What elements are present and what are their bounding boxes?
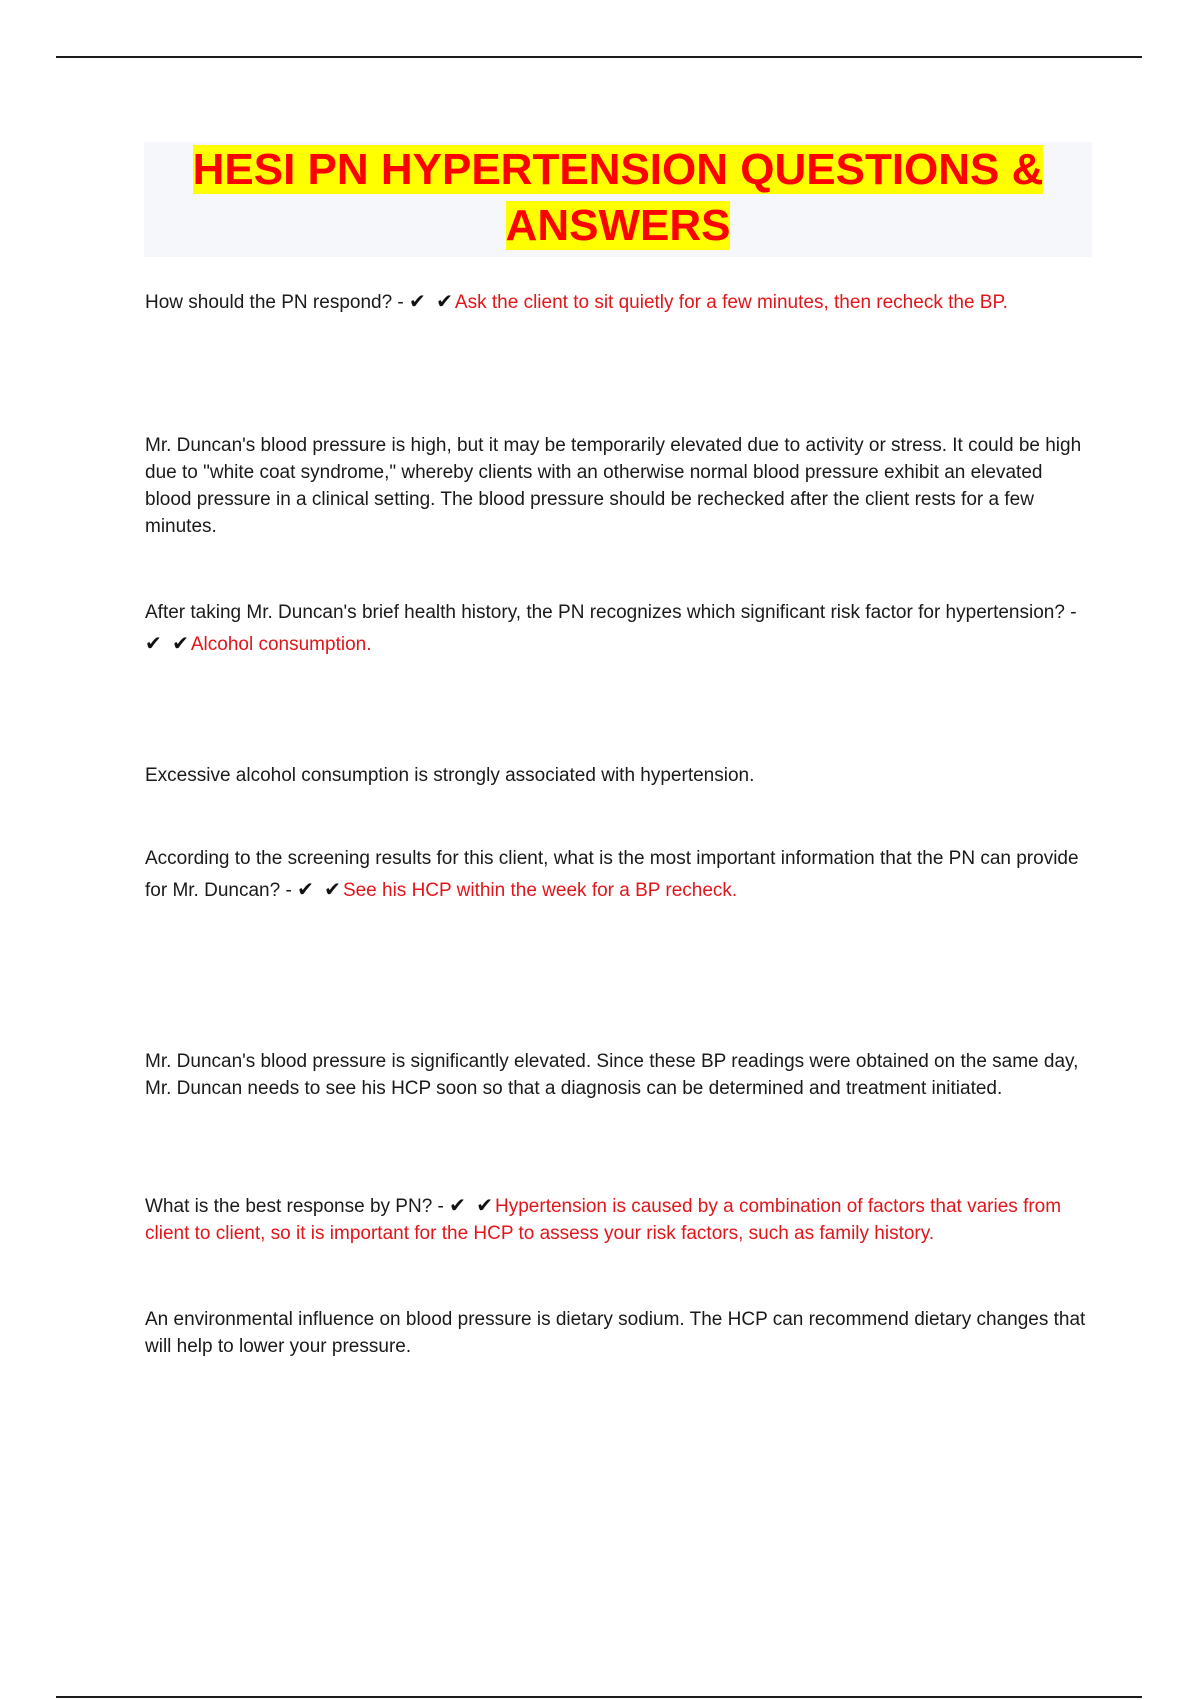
explanation-4: An environmental influence on blood pressure is dietary sodium. The HCP can recommend dietary changes that will help to lower your pressure.	[145, 1309, 1086, 1357]
title-line-1: HESI PN HYPERTENSION QUESTIONS &	[192, 145, 1044, 194]
bottom-rule	[56, 1696, 1142, 1698]
explanation-3: Mr. Duncan's blood pressure is significantly elevated. Since these BP readings were obtained on the same day, Mr. Duncan needs to see his HCP soon so that a diagnosis can be determined and treatment initiated.	[145, 1051, 1079, 1099]
answer-text: Ask the client to sit quietly for a few minutes, then recheck the BP.	[454, 292, 1008, 313]
question-text: What is the best response by PN? -	[145, 1196, 450, 1217]
explanation-1: Mr. Duncan's blood pressure is high, but it may be temporarily elevated due to activity or stress. It could be high due to "white coat syndrome," whereby clients with an otherwise normal blood pressure exhibit an elevated blood pressure in a clinical setting. The blood pressure should be rechecked after the client rests for a few minutes.	[145, 435, 1082, 537]
answer-text: See his HCP within the week for a BP recheck.	[342, 880, 738, 901]
answer-text: Hypertension is caused by a combination of factors that varies from client to client, so it is important for the HCP to assess your risk factors, such as family history.	[145, 1196, 1062, 1244]
title-block	[144, 142, 1092, 257]
double-check-icon: ✔ ✔	[297, 877, 343, 901]
top-rule	[56, 56, 1142, 58]
document-title	[144, 142, 1092, 254]
question-text: How should the PN respond? -	[145, 292, 410, 313]
title-line-2: ANSWERS	[505, 201, 731, 250]
qa-item-1	[145, 288, 1090, 316]
answer-text: Alcohol consumption.	[190, 634, 372, 655]
double-check-icon: ✔ ✔	[145, 631, 191, 655]
question-text: According to the screening results for this client, what is the most important information that the PN can provide for Mr. Duncan? -	[145, 848, 1079, 901]
double-check-icon: ✔ ✔	[409, 289, 455, 313]
double-check-icon: ✔ ✔	[449, 1193, 496, 1217]
explanation-2: Excessive alcohol consumption is strongly associated with hypertension.	[145, 765, 755, 786]
qa-item-4	[145, 1192, 1090, 1247]
qa-item-3	[145, 844, 1090, 906]
qa-item-2	[145, 598, 1090, 660]
question-text: After taking Mr. Duncan's brief health history, the PN recognizes which significant risk factor for hypertension? -	[145, 602, 1077, 623]
